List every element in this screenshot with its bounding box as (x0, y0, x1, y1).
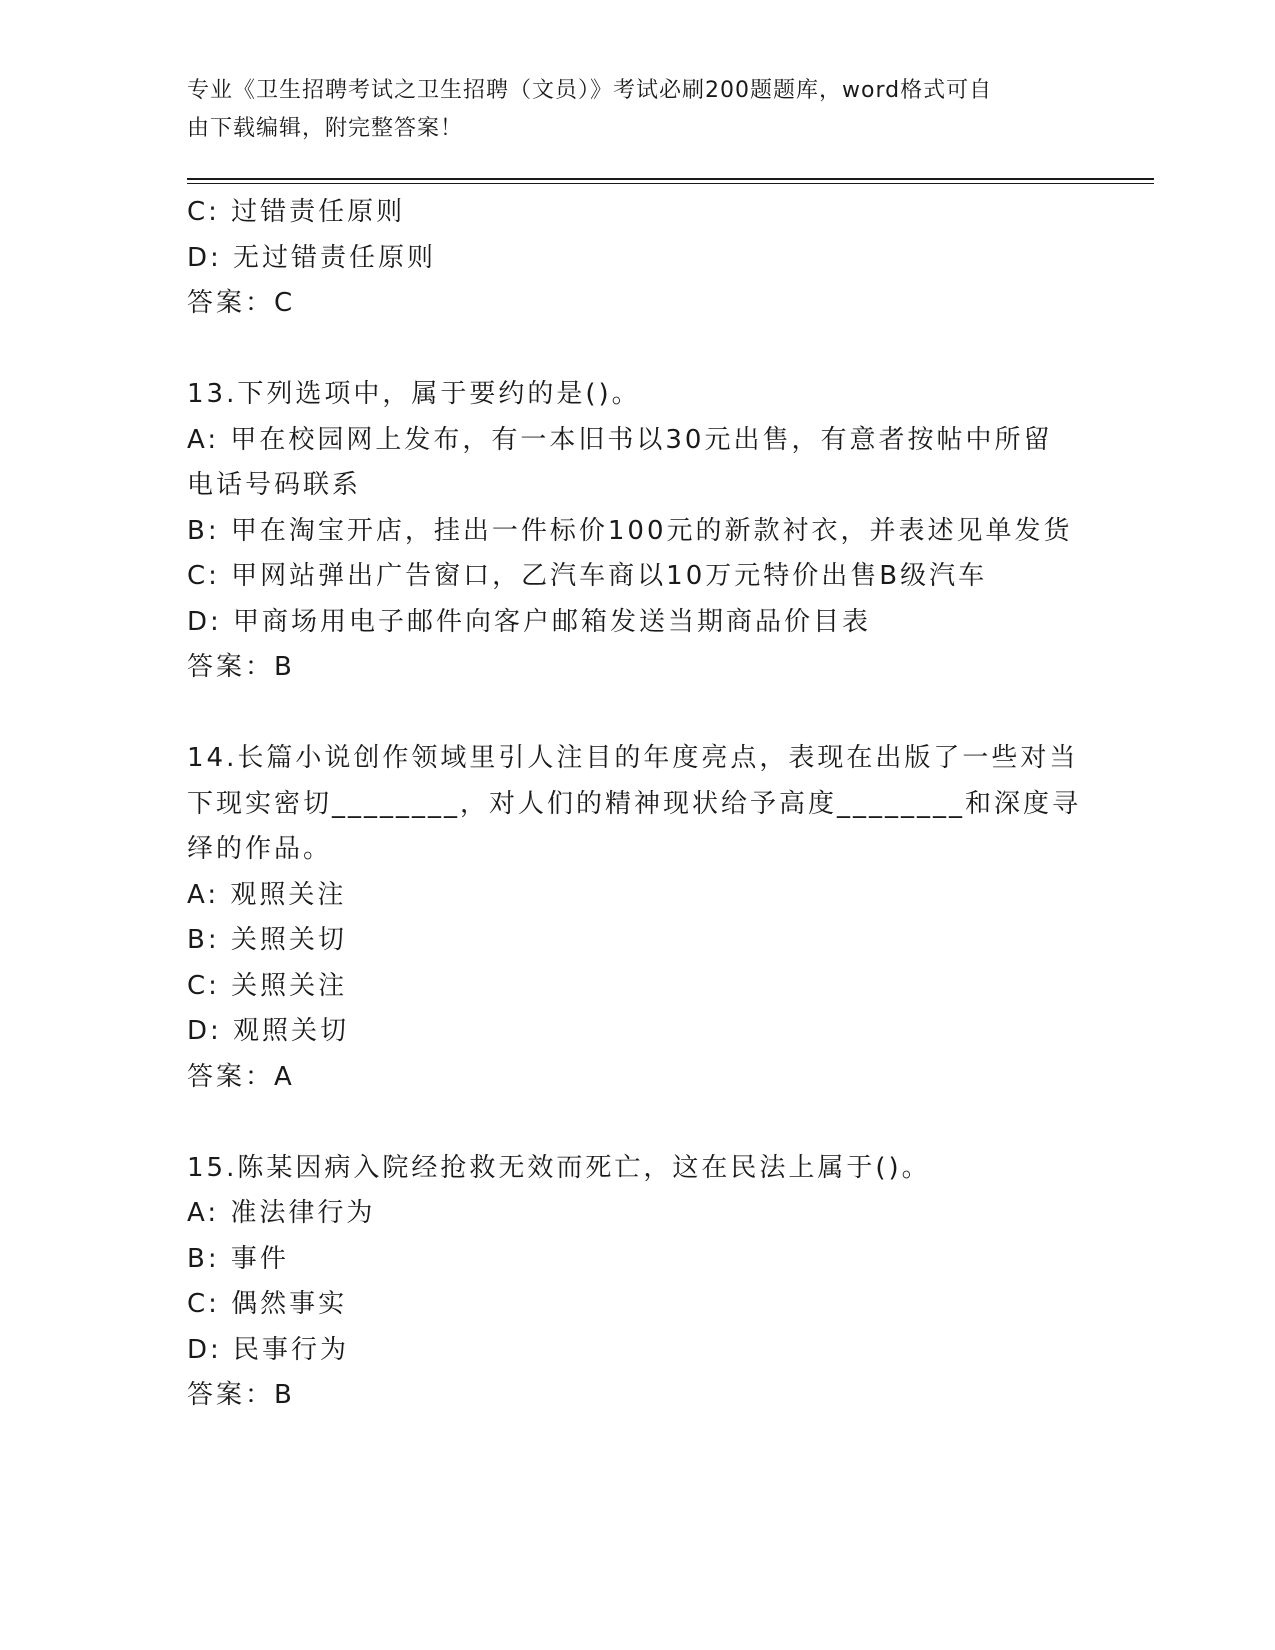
question-stem: 14.长篇小说创作领域里引人注目的年度亮点，表现在出版了一些对当 (187, 743, 1079, 773)
question-14 (187, 736, 1087, 1100)
option-c: C: 甲网站弹出广告窗口，乙汽车商以10万元特价出售B级汽车 (187, 561, 988, 591)
question-stem-continued: 下现实密切________，对人们的精神现状给予高度________和深度寻 (187, 788, 1082, 819)
header-rule-thick (187, 178, 1154, 180)
option-a: A: 观照关注 (187, 879, 347, 910)
spacer (187, 327, 1087, 373)
option-a-continued: 电话号码联系 (187, 470, 362, 500)
option-d: D: 观照关切 (187, 1016, 350, 1046)
document-header (187, 72, 1067, 148)
question-stem: 13.下列选项中，属于要约的是()。 (187, 379, 641, 409)
answer-label: 答案：B (187, 652, 295, 682)
question-stem-continued: 绎的作品。 (187, 834, 333, 864)
option-d: D: 无过错责任原则 (187, 242, 437, 273)
option-c: C: 偶然事实 (187, 1289, 348, 1319)
option-a: A: 准法律行为 (187, 1198, 376, 1228)
question-13 (187, 372, 1087, 691)
spacer (187, 1100, 1087, 1146)
option-d: D: 民事行为 (187, 1334, 350, 1365)
option-c: C: 过错责任原则 (187, 197, 406, 227)
option-d: D: 甲商场用电子邮件向客户邮箱发送当期商品价目表 (187, 606, 872, 637)
option-b: B: 甲在淘宝开店，挂出一件标价100元的新款衬衣，并表述见单发货 (187, 515, 1073, 546)
question-15 (187, 1146, 1087, 1419)
header-line-2: 由下载编辑，附完整答案！ (187, 116, 464, 141)
option-b: B: 事件 (187, 1243, 289, 1274)
option-b: B: 关照关切 (187, 925, 347, 955)
answer-label: 答案：B (187, 1380, 295, 1410)
header-rule-thin (187, 183, 1154, 184)
answer-label: 答案：C (187, 288, 296, 318)
option-c: C: 关照关注 (187, 970, 348, 1001)
answer-label: 答案：A (187, 1061, 295, 1092)
question-12-tail (187, 190, 1087, 327)
option-a: A: 甲在校园网上发布，有一本旧书以30元出售，有意者按帖中所留 (187, 424, 1053, 455)
header-line-1: 专业《卫生招聘考试之卫生招聘（文员）》考试必刷200题题库，word格式可自 (187, 78, 993, 103)
question-stem: 15.陈某因病入院经抢救无效而死亡，这在民法上属于()。 (187, 1152, 931, 1183)
question-list (187, 190, 1087, 1419)
spacer (187, 691, 1087, 737)
